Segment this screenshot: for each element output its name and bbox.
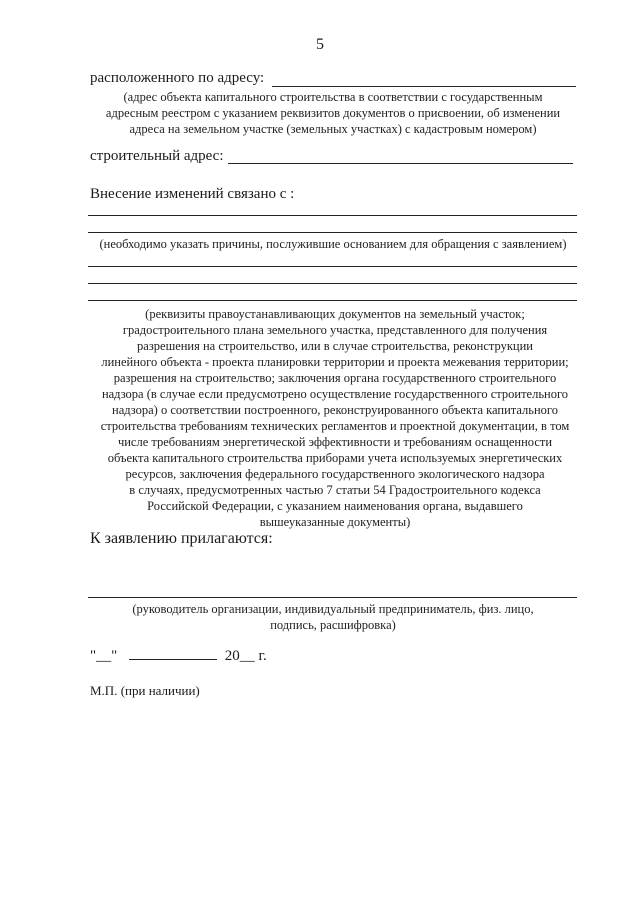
changes-input-line-1[interactable]	[88, 215, 577, 216]
requisites-hint-line: ресурсов, заключения федерального государственного экологического надзора	[125, 467, 545, 481]
reason-hint	[88, 236, 578, 252]
requisites-hint-line: строительства требованиям технических регламентов и проектной документации, в том	[100, 419, 570, 433]
requisites-hint-line: (реквизиты правоустанавливающих документов на земельный участок;	[145, 307, 525, 321]
signature-hint	[88, 601, 578, 633]
requisites-hint-line: в случаях, предусмотренных частью 7 статьи 54 Градостроительного кодекса	[129, 483, 541, 497]
requisites-input-line-2[interactable]	[88, 283, 577, 284]
requisites-hint-line: объекта капитального строительства приборами учета используемых энергетических	[107, 451, 563, 465]
address-input-line[interactable]	[272, 86, 576, 87]
date-day[interactable]: "__"	[90, 648, 118, 664]
building-address-label: строительный адрес:	[90, 148, 224, 164]
attachments-label: К заявлению прилагаются:	[90, 530, 273, 547]
address-label: расположенного по адресу:	[90, 70, 265, 86]
date-field	[90, 648, 267, 665]
requisites-hint-line: вышеуказанные документы)	[259, 515, 411, 529]
address-hint-line: адресным реестром с указанием реквизитов документов о присвоении, об изменении	[105, 106, 561, 120]
requisites-hint-line: Российской Федерации, с указанием наименования органа, выдавшего	[147, 499, 523, 513]
requisites-input-line-1[interactable]	[88, 266, 577, 267]
reason-hint-line: (необходимо указать причины, послужившие основанием для обращения с заявлением)	[99, 237, 567, 251]
address-field	[90, 70, 264, 87]
requisites-hint-line: линейного объекта - проекта планировки территории и проекта межевания территории;	[101, 355, 569, 369]
requisites-hint-line: разрешения на строительство, или в случае строительства, реконструкции	[137, 339, 533, 353]
requisites-hint-line: надзора (в случае если предусмотрено осуществление государственного строительного	[101, 387, 569, 401]
address-hint-line: адреса на земельном участке (земельных участках) с кадастровым номером)	[129, 122, 537, 136]
page-number: 5	[316, 36, 324, 53]
requisites-hint-line: градостроительного плана земельного участка, представленного для получения	[122, 323, 548, 337]
building-address-input-line[interactable]	[228, 163, 573, 164]
date-month-line[interactable]	[129, 659, 217, 660]
signature-hint-line: подпись, расшифровка)	[270, 618, 396, 632]
requisites-input-line-3[interactable]	[88, 300, 577, 301]
requisites-hint-line: числе требованиям энергетической эффективности и требованиям оснащенности	[117, 435, 553, 449]
requisites-hint	[80, 306, 590, 530]
address-hint-line: (адрес объекта капитального строительства в соответствии с государственным	[123, 90, 543, 104]
requisites-hint-line: надзора) о соответствии построенного, реконструированного объекта капитального	[112, 403, 558, 417]
stamp-label: М.П. (при наличии)	[90, 683, 200, 698]
changes-input-line-2[interactable]	[88, 232, 577, 233]
changes-field	[90, 186, 294, 203]
date-year[interactable]: 20__	[224, 648, 255, 664]
building-address-field	[90, 148, 224, 165]
requisites-hint-line: разрешения на строительство; заключения органа государственного строительного	[113, 371, 557, 385]
address-hint	[88, 89, 578, 137]
changes-label: Внесение изменений связано с :	[90, 186, 295, 202]
signature-hint-line: (руководитель организации, индивидуальный предприниматель, физ. лицо,	[132, 602, 534, 616]
signature-input-line[interactable]	[88, 597, 577, 598]
date-year-suffix: г.	[258, 648, 267, 664]
